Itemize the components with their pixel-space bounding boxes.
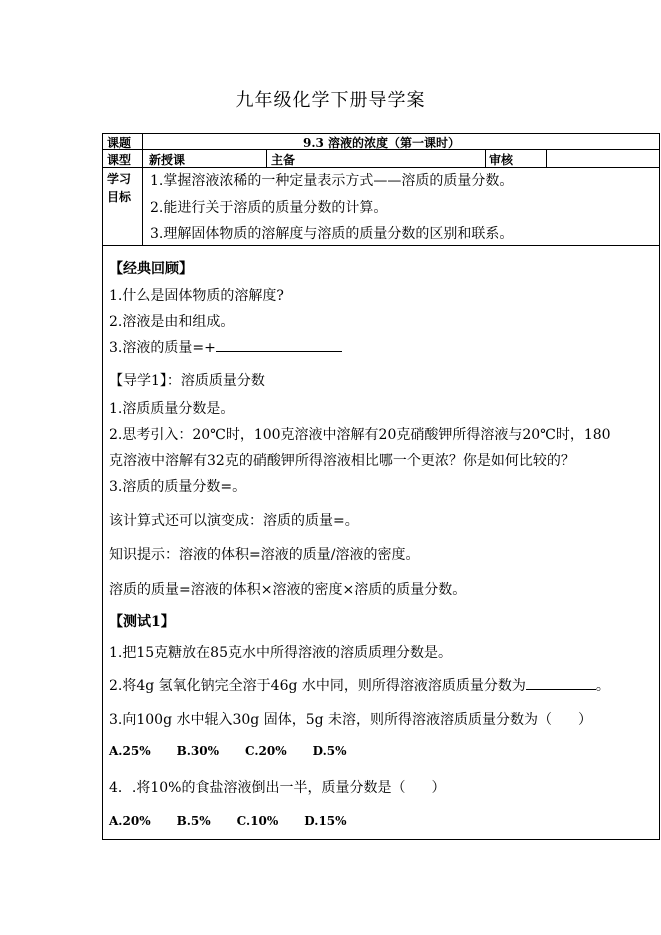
option-b[interactable]: B.5%	[176, 814, 211, 828]
guide-question: 1.溶质质量分数是。	[109, 401, 235, 417]
objectives-label-line1: 学习	[107, 172, 132, 186]
objective-item: 3.理解固体物质的溶解度与溶质的质量分数的区别和联系。	[150, 226, 514, 242]
option-d[interactable]: D.5%	[312, 744, 347, 758]
review-question: 3.溶液的质量=+	[109, 337, 342, 357]
answer-blank[interactable]	[526, 677, 596, 690]
option-d[interactable]: D.15%	[304, 814, 347, 828]
option-c[interactable]: C.10%	[236, 814, 279, 828]
option-a[interactable]: A.25%	[109, 744, 151, 758]
column-divider	[142, 134, 143, 245]
lesson-type-value: 新授课	[149, 153, 186, 167]
page-title: 九年级化学下册导学案	[235, 90, 426, 111]
column-divider	[266, 149, 267, 167]
row-divider	[103, 167, 659, 168]
option-c[interactable]: C.20%	[245, 744, 287, 758]
guide-heading: 【导学1】：溶质质量分数	[109, 373, 265, 389]
column-divider	[546, 149, 547, 167]
objectives-label-line2: 目标	[107, 190, 132, 204]
lesson-type-label: 课型	[107, 153, 132, 167]
test-question: 3.向100g 水中辊入30g 固体，5g 未溶，则所得溶液溶质质量分数为（ ）	[109, 712, 593, 728]
answer-options	[109, 744, 373, 758]
formula-note: 该计算式还可以演变成：溶质的质量=。	[109, 513, 359, 529]
guide-question: 3.溶质的质量分数=。	[109, 479, 247, 495]
test-question: 1.把15克糖放在85克水中所得溶液的溶质质理分数是。	[109, 645, 452, 661]
answer-blank[interactable]	[216, 339, 342, 352]
answer-options	[109, 814, 373, 828]
test-question: 2.将4g 氢氧化钠完全溶于46g 水中同，则所得溶液溶质质量分数为 。	[109, 678, 610, 694]
column-divider	[485, 149, 486, 167]
test-heading: 【测试1】	[109, 614, 175, 630]
guide-question-continued: 克溶液中溶解有32克的硝酸钾所得溶液相比哪一个更浓？你是如何比较的？	[109, 453, 575, 469]
lead-preparer-label: 主备	[271, 153, 296, 167]
row-divider	[103, 245, 659, 246]
option-a[interactable]: A.20%	[109, 814, 151, 828]
review-heading: 【经典回顾】	[109, 261, 193, 277]
topic-value: 9.3 溶液的浓度（第一课时）	[303, 136, 461, 150]
worksheet-table	[102, 133, 660, 840]
knowledge-tip: 知识提示：溶液的体积=溶液的质量/溶液的密度。	[109, 547, 420, 563]
review-question: 2.溶液是由和组成。	[109, 314, 235, 330]
guide-question: 2.思考引入：20℃时，100克溶液中溶解有20克硝酸钾所得溶液与20℃时，180	[109, 427, 611, 443]
knowledge-tip: 溶质的质量=溶液的体积×溶液的密度×溶质的质量分数。	[109, 582, 467, 598]
option-b[interactable]: B.30%	[176, 744, 220, 758]
reviewer-label: 审核	[489, 153, 514, 167]
topic-label: 课题	[107, 136, 132, 150]
objective-item: 2.能进行关于溶质的质量分数的计算。	[150, 200, 388, 216]
review-question: 1.什么是固体物质的溶解度?	[109, 288, 284, 304]
objective-item: 1.掌握溶液浓稀的一种定量表示方式——溶质的质量分数。	[150, 173, 514, 189]
test-question: 4．.将10%的食盐溶液倒出一半，质量分数是（ ）	[109, 780, 446, 796]
